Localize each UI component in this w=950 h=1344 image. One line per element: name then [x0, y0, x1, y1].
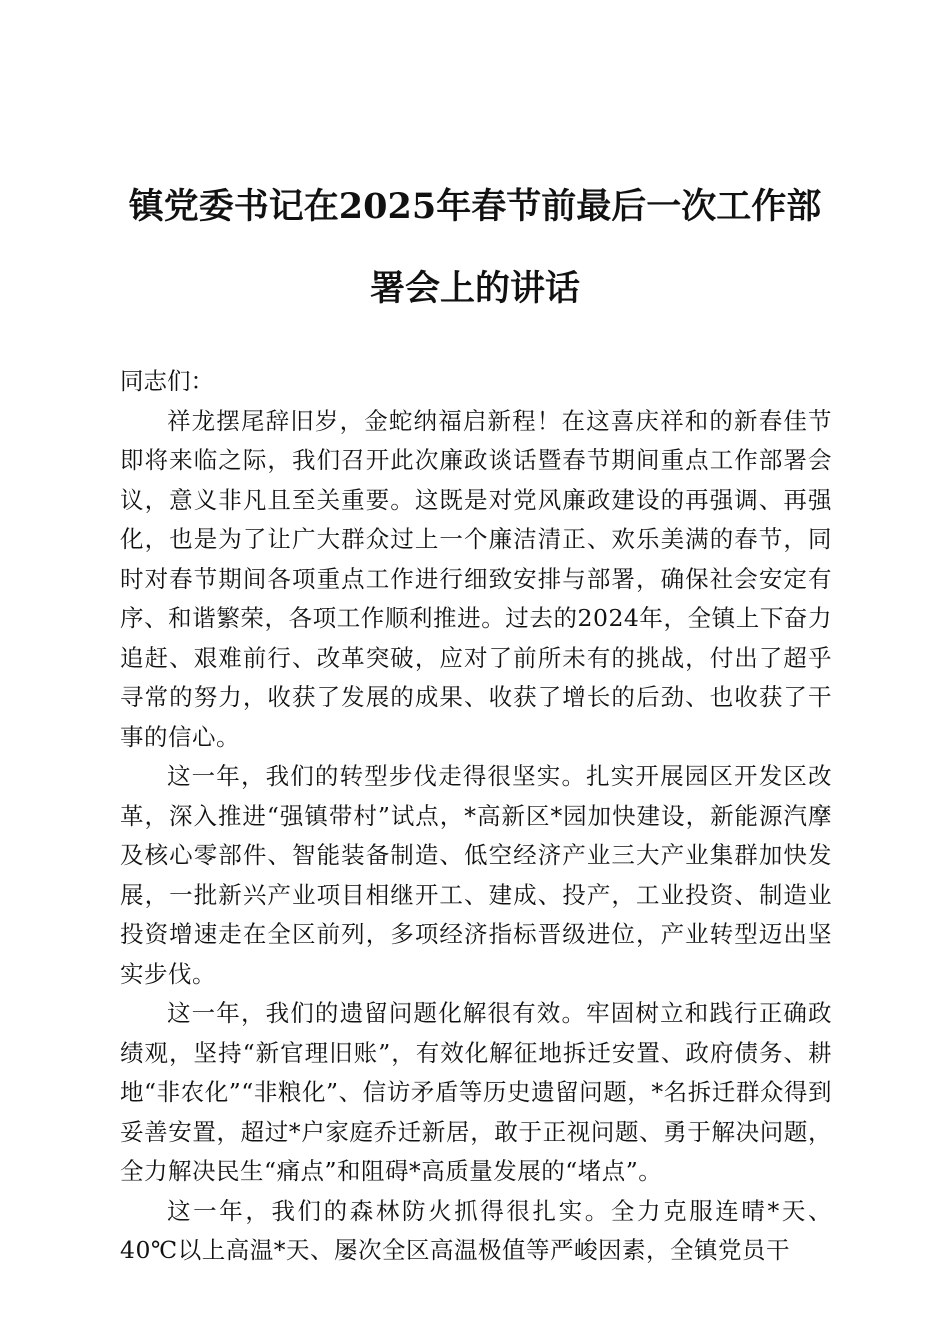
- document-title: [100, 166, 850, 330]
- salutation: 同志们：: [120, 367, 214, 395]
- paragraph-transformation: 这一年，我们的转型步伐走得很坚实。扎实开展园区开发区改革，深入推进“强镇带村”试点，*高新区*园加快建设，新能源汽摩及核心零部件、智能装备制造、低空经济产业三大产业集群加快发展，一批新兴产业项目相继开工、建成、投产，工业投资、制造业投资增速走在全区前列，多项经济指标晋级进位，产业转型迈出坚实步伐。: [120, 762, 832, 988]
- document-body: [120, 362, 832, 1271]
- paragraph-legacy-issues: 这一年，我们的遗留问题化解很有效。牢固树立和践行正确政绩观，坚持“新官理旧账”，有效化解征地拆迁安置、政府债务、耕地“非农化”“非粮化”、信访矛盾等历史遗留问题，*名拆迁群众得到妥善安置，超过*户家庭乔迁新居，敢于正视问题、勇于解决问题，全力解决民生“痛点”和阻碍*高质量发展的“堵点”。: [120, 999, 832, 1185]
- title-line-2: 署会上的讲话: [369, 268, 580, 309]
- title-line-1: 镇党委书记在2025年春节前最后一次工作部: [128, 186, 822, 227]
- paragraph-opening: 祥龙摆尾辞旧岁，金蛇纳福启新程！在这喜庆祥和的新春佳节即将来临之际，我们召开此次廉政谈话暨春节期间重点工作部署会议，意义非凡且至关重要。这既是对党风廉政建设的再强调、再强化，也是为了让广大群众过上一个廉洁清正、欢乐美满的春节，同时对春节期间各项重点工作进行细致安排与部署，确保社会安定有序、和谐繁荣，各项工作顺利推进。过去的2024年，全镇上下奋力追赶、艰难前行、改革突破，应对了前所未有的挑战，付出了超乎寻常的努力，收获了发展的成果、收获了增长的后劲、也收获了干事的信心。: [120, 406, 832, 751]
- paragraph-fire-prevention: 这一年，我们的森林防火抓得很扎实。全力克服连晴*天、40℃以上高温*天、屡次全区高温极值等严峻因素，全镇党员干: [120, 1196, 832, 1264]
